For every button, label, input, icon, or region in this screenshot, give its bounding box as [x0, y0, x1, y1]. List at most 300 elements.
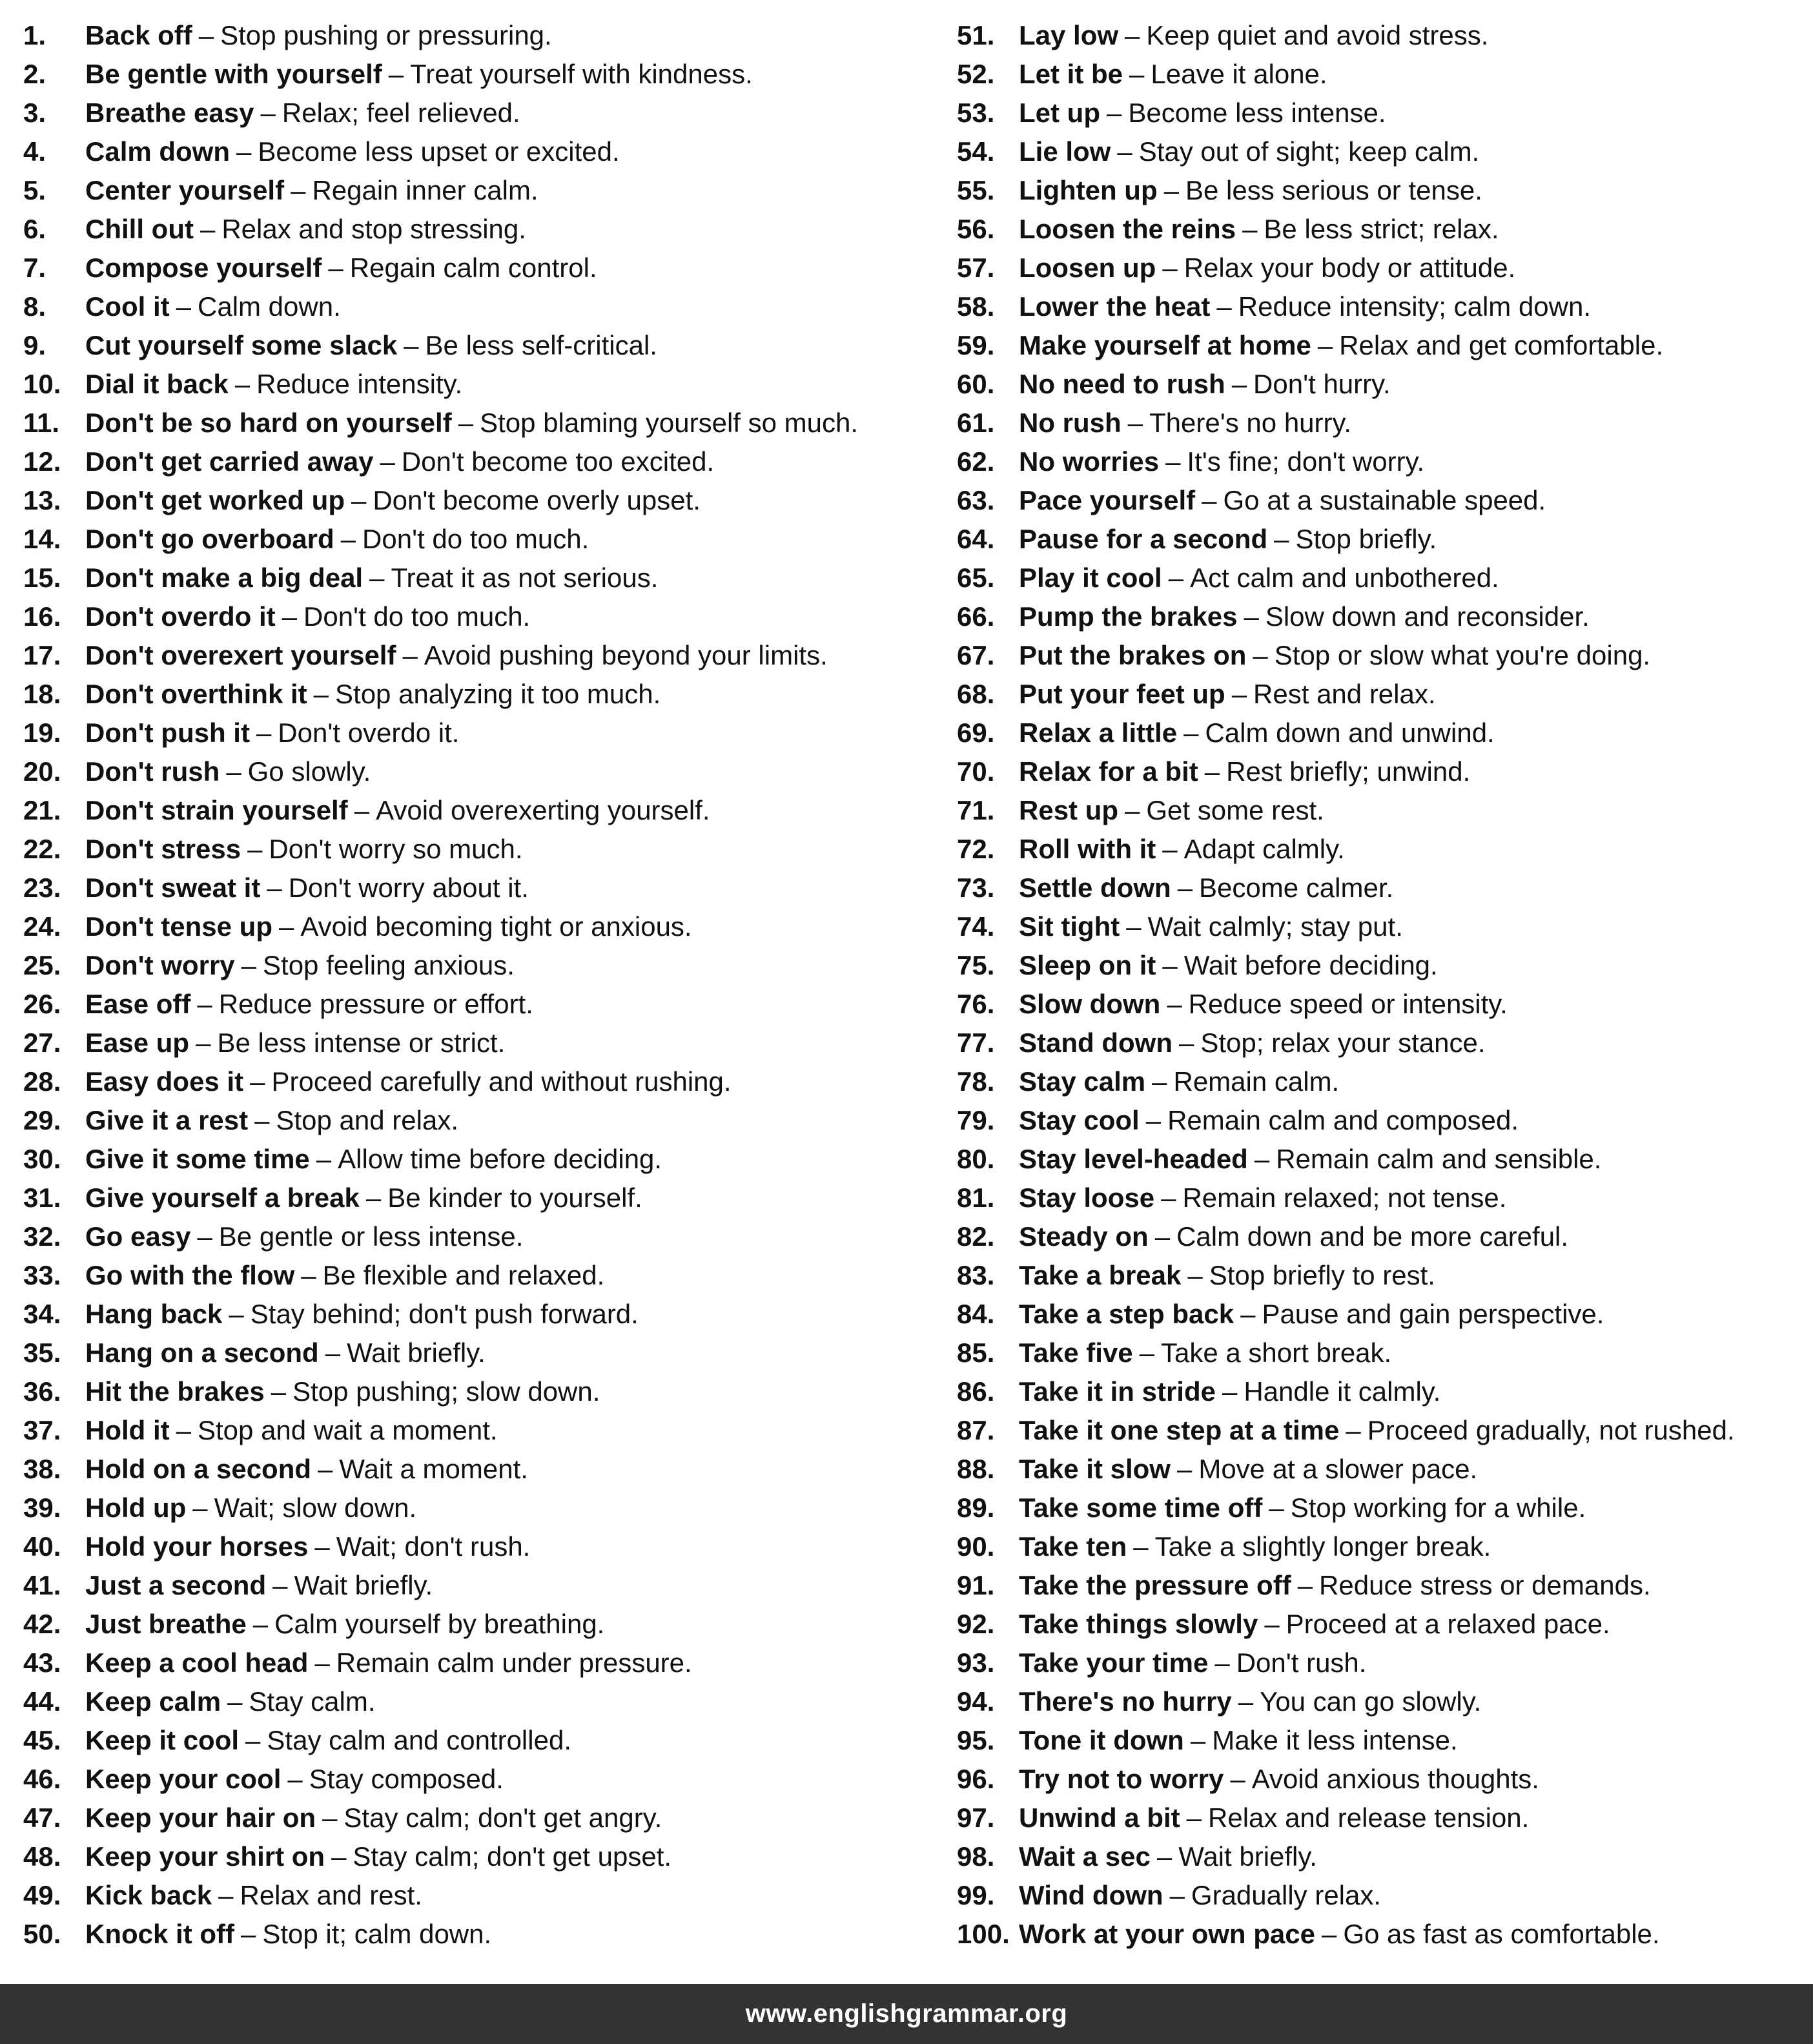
item-meaning: Stop briefly.: [1295, 524, 1437, 554]
item-phrase: No need to rush: [1019, 369, 1225, 399]
item-phrase: Hit the brakes: [85, 1376, 265, 1407]
item-phrase: Keep your cool: [85, 1764, 282, 1794]
item-separator: –: [1202, 485, 1217, 515]
item-separator: –: [247, 834, 263, 864]
item-number: 13.: [23, 485, 61, 515]
item-meaning: Reduce intensity.: [256, 369, 463, 399]
list-item: [23, 1915, 957, 1954]
item-phrase: Put the brakes on: [1019, 640, 1247, 670]
list-item: [23, 365, 957, 404]
item-phrase: Don't get carried away: [85, 446, 374, 477]
item-meaning: Reduce pressure or effort.: [218, 989, 533, 1019]
item-phrase: Don't overdo it: [85, 601, 276, 632]
item-number: 69.: [957, 717, 995, 748]
item-separator: –: [318, 1454, 333, 1484]
item-phrase: Keep a cool head: [85, 1647, 309, 1678]
item-phrase: Compose yourself: [85, 253, 322, 283]
item-number: 20.: [23, 756, 61, 787]
item-separator: –: [291, 175, 306, 205]
item-separator: –: [1190, 1725, 1206, 1755]
item-phrase: Lay low: [1019, 20, 1119, 50]
item-separator: –: [314, 1531, 330, 1562]
item-meaning: Stop analyzing it too much.: [335, 679, 661, 709]
item-number: 65.: [957, 563, 995, 593]
item-separator: –: [200, 214, 216, 244]
item-phrase: Unwind a bit: [1019, 1802, 1180, 1833]
item-separator: –: [1163, 175, 1179, 205]
item-meaning: Stop; relax your stance.: [1200, 1027, 1486, 1058]
list-item: [23, 404, 957, 442]
item-separator: –: [250, 1066, 265, 1097]
list-item: [23, 1101, 957, 1140]
item-number: 55.: [957, 175, 995, 205]
item-separator: –: [1216, 291, 1232, 322]
item-number: 68.: [957, 679, 995, 709]
item-phrase: Take five: [1019, 1337, 1133, 1368]
list-item: [957, 442, 1805, 481]
right-column: [957, 16, 1805, 1954]
item-phrase: Just a second: [85, 1570, 267, 1600]
list-item: [957, 1334, 1805, 1372]
list-item: [957, 791, 1805, 830]
item-separator: –: [322, 1802, 338, 1833]
list-item: [23, 752, 957, 791]
item-phrase: Don't overexert yourself: [85, 640, 396, 670]
item-phrase: Pump the brakes: [1019, 601, 1238, 632]
item-separator: –: [380, 446, 395, 477]
item-number: 44.: [23, 1686, 61, 1717]
item-meaning: Proceed gradually, not rushed.: [1367, 1415, 1735, 1445]
list-item: [23, 1605, 957, 1644]
item-number: 11.: [23, 408, 60, 438]
item-phrase: Just breathe: [85, 1609, 247, 1639]
item-phrase: Give yourself a break: [85, 1182, 360, 1213]
item-separator: –: [1346, 1415, 1361, 1445]
list-item: [23, 714, 957, 752]
item-phrase: Take the pressure off: [1019, 1570, 1291, 1600]
item-phrase: Loosen the reins: [1019, 214, 1236, 244]
item-meaning: Calm down and be more careful.: [1176, 1221, 1569, 1252]
item-separator: –: [1322, 1919, 1337, 1949]
item-number: 52.: [957, 59, 995, 89]
item-separator: –: [331, 1841, 347, 1872]
item-phrase: Stay calm: [1019, 1066, 1146, 1097]
list-item: [23, 1760, 957, 1799]
item-number: 72.: [957, 834, 995, 864]
item-meaning: Wait briefly.: [294, 1570, 433, 1600]
item-separator: –: [314, 1647, 330, 1678]
item-meaning: Go as fast as comfortable.: [1343, 1919, 1660, 1949]
item-number: 59.: [957, 330, 995, 360]
item-separator: –: [1139, 1337, 1155, 1368]
item-number: 94.: [957, 1686, 995, 1717]
item-separator: –: [1176, 1454, 1193, 1484]
item-number: 36.: [23, 1376, 61, 1407]
item-separator: –: [1168, 563, 1184, 593]
item-phrase: There's no hurry: [1019, 1686, 1232, 1717]
list-item: [957, 520, 1805, 559]
item-separator: –: [1297, 1570, 1313, 1600]
item-phrase: Keep your hair on: [85, 1802, 316, 1833]
item-separator: –: [1154, 1221, 1171, 1252]
list-item: [23, 481, 957, 520]
item-meaning: Regain inner calm.: [312, 175, 538, 205]
item-phrase: Sit tight: [1019, 911, 1120, 942]
phrase-list: [23, 16, 1805, 1954]
item-number: 31.: [23, 1182, 61, 1213]
item-number: 24.: [23, 911, 61, 942]
item-meaning: Gradually relax.: [1191, 1880, 1382, 1910]
item-separator: –: [176, 1415, 191, 1445]
item-phrase: Hang back: [85, 1299, 223, 1329]
item-phrase: Rest up: [1019, 795, 1119, 825]
item-separator: –: [256, 717, 272, 748]
item-number: 39.: [23, 1492, 61, 1523]
item-separator: –: [325, 1337, 341, 1368]
item-number: 51.: [957, 20, 995, 50]
item-phrase: Wait a sec: [1019, 1841, 1151, 1872]
item-meaning: Be less serious or tense.: [1185, 175, 1482, 205]
item-phrase: Don't worry: [85, 950, 235, 980]
list-item: [957, 287, 1805, 326]
item-phrase: Take a step back: [1019, 1299, 1234, 1329]
item-separator: –: [1133, 1531, 1149, 1562]
item-number: 23.: [23, 872, 61, 903]
item-meaning: Relax and rest.: [240, 1880, 422, 1910]
item-separator: –: [229, 1299, 244, 1329]
list-item: [957, 1411, 1805, 1450]
item-number: 100.: [957, 1919, 1010, 1949]
item-separator: –: [354, 795, 370, 825]
item-meaning: Wait calmly; stay put.: [1147, 911, 1403, 942]
item-number: 61.: [957, 408, 995, 438]
item-number: 71.: [957, 795, 995, 825]
item-meaning: Don't worry about it.: [288, 872, 529, 903]
item-meaning: Don't become too excited.: [401, 446, 715, 477]
list-item: [23, 597, 957, 636]
list-item: [23, 1837, 957, 1876]
item-meaning: Be gentle or less intense.: [218, 1221, 524, 1252]
item-number: 2.: [23, 59, 46, 89]
item-number: 80.: [957, 1144, 995, 1174]
item-meaning: Remain calm under pressure.: [336, 1647, 692, 1678]
footer-bar: [0, 1984, 1813, 2044]
list-item: [957, 675, 1805, 714]
item-meaning: Allow time before deciding.: [338, 1144, 662, 1174]
item-meaning: Remain calm.: [1173, 1066, 1340, 1097]
item-separator: –: [1162, 834, 1178, 864]
item-meaning: Slow down and reconsider.: [1265, 601, 1590, 632]
item-separator: –: [197, 1221, 212, 1252]
item-number: 85.: [957, 1337, 995, 1368]
item-phrase: Tone it down: [1019, 1725, 1184, 1755]
item-meaning: Stay behind; don't push forward.: [250, 1299, 639, 1329]
item-phrase: Stand down: [1019, 1027, 1173, 1058]
item-meaning: Stop blaming yourself so much.: [480, 408, 859, 438]
item-number: 4.: [23, 136, 46, 167]
item-number: 45.: [23, 1725, 61, 1755]
item-meaning: Reduce stress or demands.: [1319, 1570, 1651, 1600]
item-phrase: Steady on: [1019, 1221, 1149, 1252]
item-separator: –: [1183, 717, 1199, 748]
item-number: 96.: [957, 1764, 995, 1794]
list-item: [957, 1876, 1805, 1915]
item-meaning: Don't become overly upset.: [373, 485, 701, 515]
item-separator: –: [240, 1919, 256, 1949]
item-meaning: Stay calm.: [249, 1686, 376, 1717]
item-meaning: Get some rest.: [1146, 795, 1324, 825]
list-item: [957, 16, 1805, 55]
item-separator: –: [351, 485, 367, 515]
item-separator: –: [241, 950, 257, 980]
item-number: 57.: [957, 253, 995, 283]
list-item: [957, 1566, 1805, 1605]
item-number: 10.: [23, 369, 61, 399]
list-item: [957, 1101, 1805, 1140]
list-item: [23, 1489, 957, 1527]
item-meaning: Avoid pushing beyond your limits.: [424, 640, 828, 670]
item-number: 5.: [23, 175, 46, 205]
list-item: [957, 1760, 1805, 1799]
item-number: 3.: [23, 98, 46, 128]
item-phrase: Put your feet up: [1019, 679, 1225, 709]
item-separator: –: [226, 756, 241, 787]
list-item: [957, 1489, 1805, 1527]
item-meaning: Treat it as not serious.: [391, 563, 659, 593]
item-meaning: Don't rush.: [1236, 1647, 1367, 1678]
item-phrase: Take it one step at a time: [1019, 1415, 1340, 1445]
item-separator: –: [388, 59, 404, 89]
item-separator: –: [1167, 989, 1182, 1019]
item-phrase: Take a break: [1019, 1260, 1182, 1290]
item-phrase: Let it be: [1019, 59, 1123, 89]
item-phrase: Play it cool: [1019, 563, 1162, 593]
item-separator: –: [369, 563, 385, 593]
item-meaning: Wait briefly.: [347, 1337, 486, 1368]
item-phrase: Settle down: [1019, 872, 1171, 903]
item-separator: –: [1214, 1647, 1230, 1678]
item-number: 75.: [957, 950, 995, 980]
item-separator: –: [245, 1725, 261, 1755]
item-number: 77.: [957, 1027, 995, 1058]
item-meaning: Stay calm; don't get upset.: [353, 1841, 672, 1872]
item-separator: –: [404, 330, 419, 360]
item-number: 15.: [23, 563, 61, 593]
item-number: 25.: [23, 950, 61, 980]
item-phrase: Don't overthink it: [85, 679, 307, 709]
list-item: [23, 1334, 957, 1372]
item-separator: –: [234, 369, 251, 399]
item-phrase: Don't rush: [85, 756, 220, 787]
item-number: 28.: [23, 1066, 61, 1097]
item-phrase: Pause for a second: [1019, 524, 1268, 554]
item-number: 35.: [23, 1337, 61, 1368]
item-meaning: Be flexible and relaxed.: [322, 1260, 605, 1290]
item-meaning: Calm down and unwind.: [1205, 717, 1495, 748]
item-meaning: Stop and relax.: [276, 1105, 458, 1135]
website-url: www.englishgrammar.org: [745, 1999, 1068, 2028]
item-number: 90.: [957, 1531, 995, 1562]
item-phrase: Don't sweat it: [85, 872, 261, 903]
item-meaning: There's no hurry.: [1149, 408, 1352, 438]
list-item: [957, 1799, 1805, 1837]
item-separator: –: [236, 136, 252, 167]
item-separator: –: [1106, 98, 1122, 128]
item-phrase: Don't be so hard on yourself: [85, 408, 452, 438]
item-separator: –: [1317, 330, 1333, 360]
item-phrase: Be gentle with yourself: [85, 59, 382, 89]
item-phrase: Don't push it: [85, 717, 250, 748]
list-item: [957, 559, 1805, 597]
item-meaning: Rest briefly; unwind.: [1226, 756, 1471, 787]
item-meaning: Remain calm and sensible.: [1276, 1144, 1602, 1174]
item-number: 26.: [23, 989, 61, 1019]
item-meaning: Take a slightly longer break.: [1154, 1531, 1491, 1562]
item-separator: –: [1240, 1299, 1256, 1329]
item-meaning: Calm down.: [198, 291, 341, 322]
item-separator: –: [1253, 640, 1268, 670]
item-meaning: Don't hurry.: [1253, 369, 1391, 399]
item-phrase: Pace yourself: [1019, 485, 1196, 515]
item-phrase: Keep your shirt on: [85, 1841, 325, 1872]
list-item: [957, 1217, 1805, 1256]
list-item: [957, 1024, 1805, 1062]
item-separator: –: [271, 1376, 287, 1407]
item-number: 6.: [23, 214, 46, 244]
list-item: [23, 1295, 957, 1334]
item-phrase: Don't strain yourself: [85, 795, 348, 825]
item-number: 30.: [23, 1144, 61, 1174]
item-number: 33.: [23, 1260, 61, 1290]
item-number: 76.: [957, 989, 995, 1019]
item-meaning: Become calmer.: [1199, 872, 1394, 903]
item-meaning: Take a short break.: [1161, 1337, 1392, 1368]
item-number: 42.: [23, 1609, 61, 1639]
item-phrase: Dial it back: [85, 369, 229, 399]
list-item: [957, 1644, 1805, 1682]
item-phrase: Hold it: [85, 1415, 170, 1445]
list-item: [957, 1372, 1805, 1411]
item-separator: –: [254, 1105, 270, 1135]
item-phrase: Back off: [85, 20, 192, 50]
item-phrase: Don't get worked up: [85, 485, 345, 515]
item-meaning: Become less intense.: [1128, 98, 1386, 128]
item-meaning: Pause and gain perspective.: [1262, 1299, 1604, 1329]
item-meaning: Wait briefly.: [1178, 1841, 1317, 1872]
item-phrase: Ease off: [85, 989, 191, 1019]
item-number: 41.: [23, 1570, 61, 1600]
list-item: [23, 1450, 957, 1489]
item-separator: –: [272, 1570, 288, 1600]
item-phrase: Keep calm: [85, 1686, 221, 1717]
item-number: 9.: [23, 330, 46, 360]
item-phrase: Relax for a bit: [1019, 756, 1198, 787]
item-separator: –: [267, 872, 282, 903]
item-number: 64.: [957, 524, 995, 554]
list-item: [23, 520, 957, 559]
item-phrase: Wind down: [1019, 1880, 1163, 1910]
list-item: [23, 1682, 957, 1721]
list-item: [23, 442, 957, 481]
item-number: 22.: [23, 834, 61, 864]
item-phrase: Take it slow: [1019, 1454, 1171, 1484]
item-separator: –: [282, 601, 297, 632]
item-number: 98.: [957, 1841, 995, 1872]
item-phrase: Cut yourself some slack: [85, 330, 398, 360]
item-phrase: Sleep on it: [1019, 950, 1156, 980]
item-meaning: Avoid anxious thoughts.: [1251, 1764, 1539, 1794]
item-meaning: Be less strict; relax.: [1264, 214, 1499, 244]
item-number: 29.: [23, 1105, 61, 1135]
item-meaning: Stay calm; don't get angry.: [343, 1802, 662, 1833]
item-phrase: Knock it off: [85, 1919, 234, 1949]
list-item: [957, 907, 1805, 946]
item-number: 37.: [23, 1415, 61, 1445]
item-phrase: No worries: [1019, 446, 1160, 477]
item-phrase: Stay level-headed: [1019, 1144, 1248, 1174]
list-item: [23, 1799, 957, 1837]
item-number: 43.: [23, 1647, 61, 1678]
item-phrase: Don't tense up: [85, 911, 272, 942]
item-meaning: Don't do too much.: [303, 601, 531, 632]
item-meaning: Relax and stop stressing.: [221, 214, 526, 244]
item-number: 62.: [957, 446, 995, 477]
item-number: 86.: [957, 1376, 995, 1407]
item-number: 87.: [957, 1415, 995, 1445]
item-meaning: Stop pushing or pressuring.: [220, 20, 552, 50]
item-meaning: Go at a sustainable speed.: [1223, 485, 1546, 515]
item-meaning: Avoid overexerting yourself.: [376, 795, 710, 825]
item-number: 8.: [23, 291, 46, 322]
item-phrase: Slow down: [1019, 989, 1161, 1019]
item-separator: –: [1127, 408, 1143, 438]
item-separator: –: [1231, 679, 1247, 709]
item-meaning: Avoid becoming tight or anxious.: [300, 911, 692, 942]
item-number: 54.: [957, 136, 995, 167]
item-number: 53.: [957, 98, 995, 128]
list-item: [23, 326, 957, 365]
list-item: [957, 326, 1805, 365]
list-item: [23, 132, 957, 171]
item-meaning: Go slowly.: [247, 756, 371, 787]
item-phrase: No rush: [1019, 408, 1122, 438]
item-phrase: Loosen up: [1019, 253, 1156, 283]
item-phrase: Take ten: [1019, 1531, 1127, 1562]
item-number: 48.: [23, 1841, 61, 1872]
item-separator: –: [197, 989, 212, 1019]
item-phrase: Hold up: [85, 1492, 187, 1523]
list-item: [957, 404, 1805, 442]
item-number: 18.: [23, 679, 61, 709]
list-item: [957, 94, 1805, 132]
item-separator: –: [278, 911, 294, 942]
item-separator: –: [458, 408, 474, 438]
item-phrase: Lighten up: [1019, 175, 1158, 205]
list-item: [957, 249, 1805, 287]
item-number: 47.: [23, 1802, 61, 1833]
item-phrase: Take things slowly: [1019, 1609, 1258, 1639]
item-number: 1.: [23, 20, 46, 50]
list-item: [957, 1682, 1805, 1721]
list-item: [23, 559, 957, 597]
item-number: 12.: [23, 446, 61, 477]
item-number: 92.: [957, 1609, 995, 1639]
item-phrase: Give it some time: [85, 1144, 310, 1174]
item-number: 40.: [23, 1531, 61, 1562]
item-meaning: Be kinder to yourself.: [387, 1182, 642, 1213]
item-phrase: Kick back: [85, 1880, 212, 1910]
list-item: [23, 1566, 957, 1605]
